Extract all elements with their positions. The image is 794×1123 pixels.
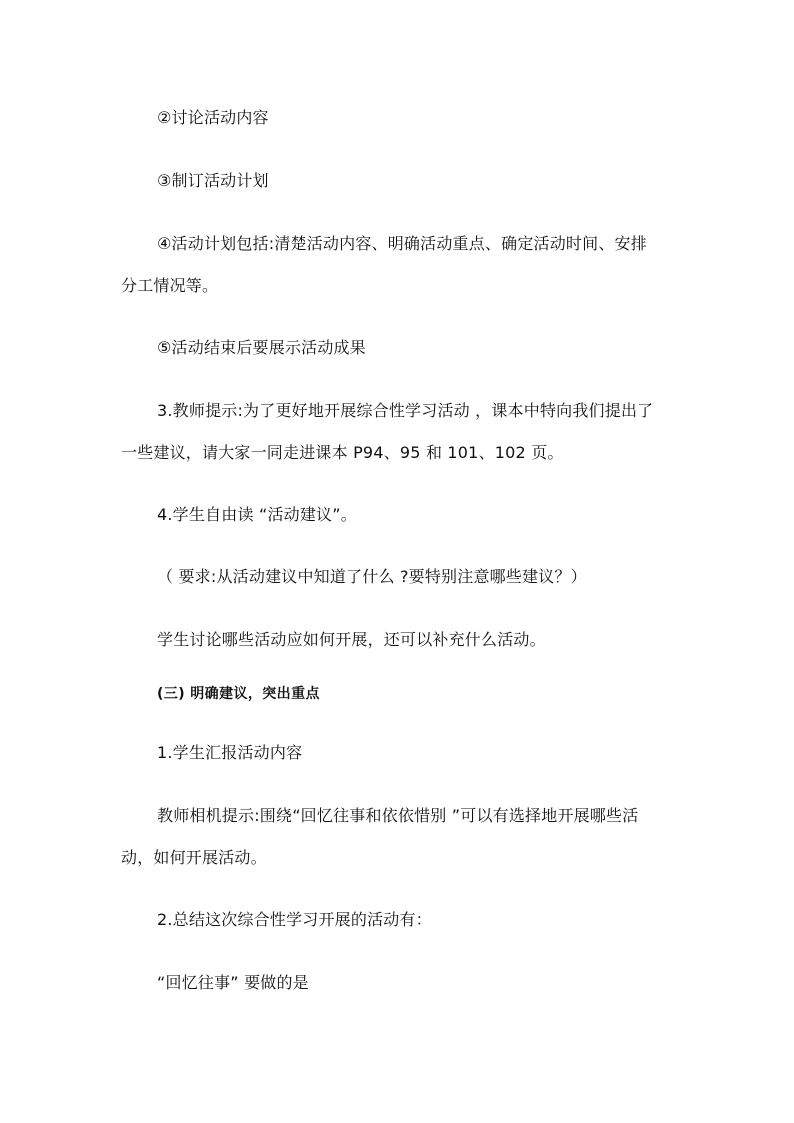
teacher-hint-3-continued: 一些建议，请大家一同走进课本 P94、95 和 101、102 页。 [121,443,564,462]
step-5-show-results: ⑤活动结束后要展示活动成果 [157,338,366,357]
teacher-prompt-continued: 动，如何开展活动。 [121,848,267,867]
student-reading-4: 4.学生自由读 “活动建议”。 [157,505,357,524]
step-4-plan-contents-continued: 分工情况等。 [121,276,219,295]
teacher-prompt: 教师相机提示:围绕“回忆往事和依依惜别 ”可以有选择地开展哪些活 [157,806,639,825]
teacher-hint-3: 3.教师提示:为了更好地开展综合性学习活动 ，课本中特向我们提出了 [157,401,654,420]
recall-past-item: “回忆往事” 要做的是 [157,973,309,992]
reading-requirement: （ 要求:从活动建议中知道了什么 ?要特别注意哪些建议？） [157,567,587,586]
step-4-plan-contents: ④活动计划包括:清楚活动内容、明确活动重点、确定活动时间、安排 [157,234,647,253]
step-2-discuss-content: ②讨论活动内容 [157,108,269,127]
student-discussion: 学生讨论哪些活动应如何开展，还可以补充什么活动。 [157,630,546,649]
section-heading-3: (三) 明确建议，突出重点 [157,686,320,702]
summary-2: 2.总结这次综合性学习开展的活动有： [157,910,432,929]
step-3-make-plan: ③制订活动计划 [157,171,269,190]
student-report-1: 1.学生汇报活动内容 [157,743,303,762]
